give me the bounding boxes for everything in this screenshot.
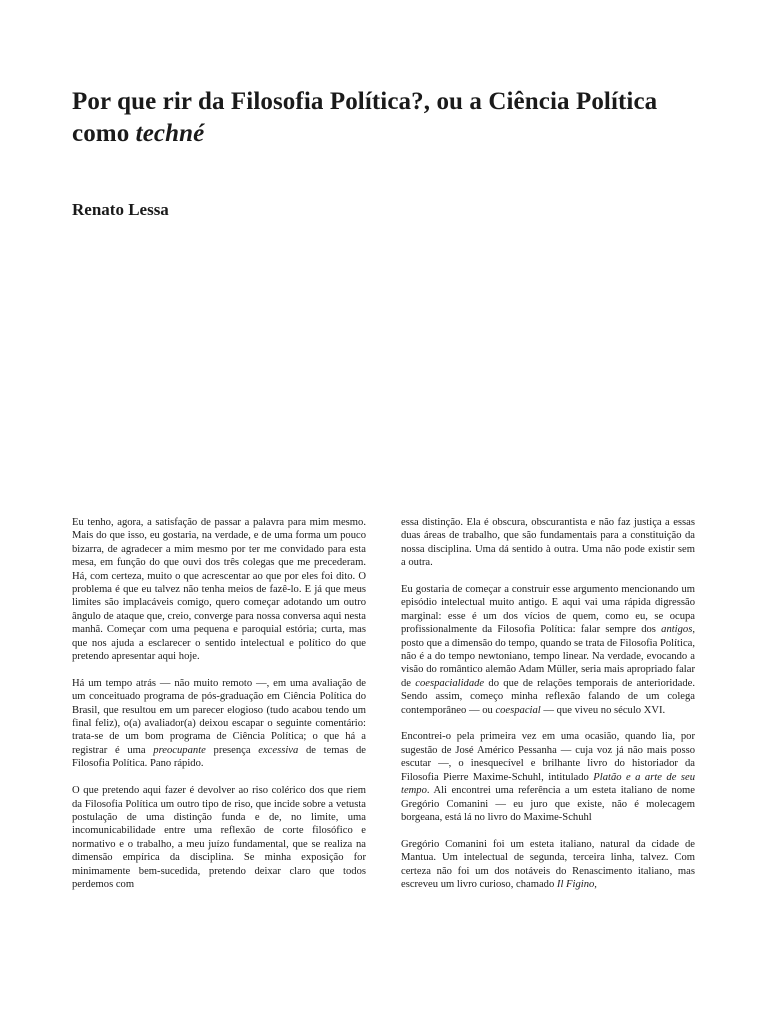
text-run: . Ali encontrei uma referência a um esteta italiano de nome Gregório Comanini — eu juro que existe, não é molecagem borgeana, está lá no livro do Maxime-Schuhl [401,785,695,823]
text-run: O que pretendo aqui fazer é devolver ao riso colérico dos que riem da Filosofia Política um outro tipo de riso, que incide sobre a vetusta postulação de uma distinção funda e de, no limite, uma incomunicabilidade entre uma reflexão de corte filosófico e normativo e o trabalho, a meu juízo fundamental, que se realiza na dimensão empírica da disciplina. Se minha exposição for minimamente bem-sucedida, pretendo deixar claro que todos perdemos com [72,785,366,890]
title-main: Por que rir da Filosofia Política?, ou a Ciência Política como [72,88,658,147]
text-run: Há um tempo atrás — não muito remoto —, em uma avaliação de um conceituado programa de pós-graduação em Ciência Política do Brasil, que resultou em um parecer elogioso (tudo acabou tendo um final feliz), o(a) avaliador(a) deixou escapar o seguinte comentário: trata-se de um bom programa de Ciência Política; o que há a registrar é uma [72,677,366,756]
right-column [401,516,695,905]
text-run: — que viveu no século XVI. [540,704,666,716]
body-paragraph [72,677,366,771]
text-run: de temas de Filosofia Política. Pano rápido. [72,744,367,770]
author-name: Renato Lessa [72,200,169,219]
text-run: , [594,878,597,890]
text-run: Gregório Comanini foi um esteta italiano, natural da cidade de Mantua. Um intelectual de segunda, terceira linha, talvez. Com certeza não foi um dos notáveis do Renascimento italiano, mas escreveu um livro curioso, chamado [401,838,695,890]
body-paragraph [72,516,366,663]
body-paragraph [401,516,695,570]
text-run: presença [205,744,259,756]
text-run: Eu tenho, agora, a satisfação de passar a palavra para mim mesmo. Mais do que isso, eu gostaria, na verdade, e de uma forma um pouco bizarra, de agradecer a mim mesmo por ter me convidado para esta mesa, em função do que ouvi dos três colegas que me precederam. Há, com certeza, muito o que acrescentar ao que por eles foi dito. O problema é que eu talvez não tenha meios de fazê-lo. E já que meus limites são implacáveis comigo, quero começar adotando um outro ângulo de ataque que, creio, converge para nossa conversa aqui nesta manhã. Começar com uma pequena e paroquial estória; curta, mas que nos ajuda a esclarecer o sentido intelectual e político do que pretendo apresentar aqui hoje. [72,517,366,663]
italic-text: coespacial [495,704,541,716]
italic-text: Il Figino [556,878,595,890]
body-paragraph [401,583,695,717]
italic-text: coespacialidade [415,677,485,689]
body-paragraph [401,838,695,892]
italic-text: antigos [661,624,693,636]
left-column [72,516,366,905]
text-run: essa distinção. Ela é obscura, obscurantista e não faz justiça a essas duas áreas de trabalho, que são fundamentais para a constituição da nossa disciplina. Uma dá sentido à outra. Uma não pode existir sem a outra. [401,517,695,569]
italic-text: excessiva [258,744,299,756]
italic-text: Platão e a arte de seu tempo [401,771,695,797]
text-run: Encontrei-o pela primeira vez em uma ocasião, quando lia, por sugestão de José Américo Pessanha — cuja voz já não mais posso escutar —, o inesquecível e brilhante livro do historiador da Filosofia Pierre Maxime-Schuhl, intitulado [401,731,695,783]
article-title [72,86,712,150]
title-italic: techné [135,120,205,147]
text-run: , posto que a dimensão do tempo, quando se trata de Filosofia Política, não é a do tempo newtoniano, tempo linear. Na verdade, evocando a visão do romântico alemão Adam Müller, seria mais apropriado falar de [401,624,695,689]
text-run: Eu gostaria de começar a construir esse argumento mencionando um episódio intelectual muito antigo. E aqui vai uma rápida digressão marginal: esse é um dos vícios de quem, como eu, se ocupa profissionalmente da Filosofia Política: falar sempre dos [401,584,695,636]
body-paragraph [401,730,695,824]
italic-text: preocupante [153,744,206,756]
body-paragraph [72,784,366,891]
text-run: do que de relações temporais de anterioridade. Sendo assim, começo minha reflexão falando de um colega contemporâneo — ou [401,677,695,716]
